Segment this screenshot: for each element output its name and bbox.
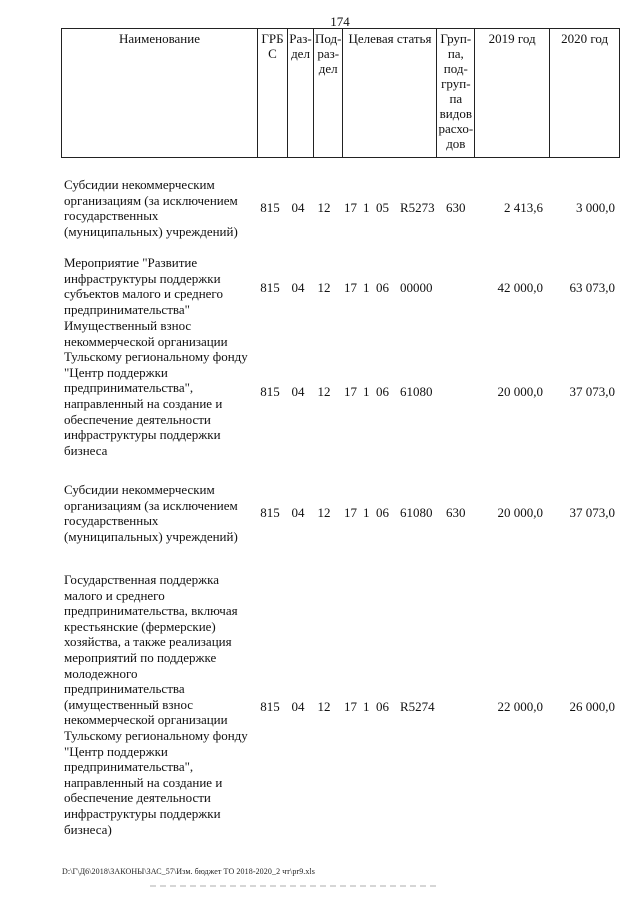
row-2019: 22 000,0 bbox=[497, 699, 543, 714]
row-grbs: 815 bbox=[260, 280, 280, 295]
footer-file-path: D:\Г\Д6\2018\ЗАКОНЫ\ЗАС_57\Изм. бюджет ТО 2018-2020_2 чт\pr9.xls bbox=[62, 867, 316, 876]
row-target-code: 00000 bbox=[400, 280, 433, 295]
row-target-event: 06 bbox=[376, 505, 389, 520]
row-grbs: 815 bbox=[260, 200, 280, 215]
row-podrazdel: 12 bbox=[317, 200, 331, 215]
col-header-group: Груп-па, под-груп-па видов расхо-дов bbox=[437, 29, 475, 158]
row-razdel: 04 bbox=[291, 699, 305, 714]
table-header bbox=[61, 28, 620, 158]
row-target-event: 06 bbox=[376, 280, 389, 295]
row-2020: 37 073,0 bbox=[569, 384, 615, 399]
row-razdel: 04 bbox=[291, 200, 305, 215]
row-name: Имущественный взнос некоммерческой организации Тульскому региональному фонду "Центр поддержки предпринимательства", направленный на создание и обеспечение деятельности инфраструктуры поддержки бизнеса bbox=[64, 318, 248, 458]
row-razdel: 04 bbox=[291, 384, 305, 399]
row-2019: 42 000,0 bbox=[497, 280, 543, 295]
row-target-code: 61080 bbox=[400, 505, 433, 520]
col-header-razdel: Раз-дел bbox=[288, 29, 314, 158]
row-2019: 20 000,0 bbox=[497, 384, 543, 399]
row-2019: 20 000,0 bbox=[497, 505, 543, 520]
row-target-subprogram: 1 bbox=[363, 505, 370, 520]
row-podrazdel: 12 bbox=[317, 505, 331, 520]
row-target-subprogram: 1 bbox=[363, 699, 370, 714]
row-2020: 26 000,0 bbox=[569, 699, 615, 714]
row-target-program: 17 bbox=[344, 505, 357, 520]
row-2019: 2 413,6 bbox=[504, 200, 543, 215]
row-target-code: R5274 bbox=[400, 699, 435, 714]
row-target-event: 05 bbox=[376, 200, 389, 215]
row-podrazdel: 12 bbox=[317, 699, 331, 714]
row-target-code: R5273 bbox=[400, 200, 435, 215]
row-group: 630 bbox=[446, 505, 466, 520]
row-grbs: 815 bbox=[260, 505, 280, 520]
row-podrazdel: 12 bbox=[317, 280, 331, 295]
row-2020: 63 073,0 bbox=[569, 280, 615, 295]
row-grbs: 815 bbox=[260, 384, 280, 399]
row-target-subprogram: 1 bbox=[363, 384, 370, 399]
row-grbs: 815 bbox=[260, 699, 280, 714]
col-header-target: Целевая статья bbox=[343, 29, 437, 158]
row-2020: 37 073,0 bbox=[569, 505, 615, 520]
row-target-event: 06 bbox=[376, 699, 389, 714]
row-target-program: 17 bbox=[344, 384, 357, 399]
scan-artifact bbox=[150, 885, 440, 887]
row-target-code: 61080 bbox=[400, 384, 433, 399]
row-razdel: 04 bbox=[291, 280, 305, 295]
row-razdel: 04 bbox=[291, 505, 305, 520]
col-header-podrazdel: Под-раз-дел bbox=[314, 29, 343, 158]
row-target-event: 06 bbox=[376, 384, 389, 399]
col-header-2019: 2019 год bbox=[475, 29, 550, 158]
row-target-subprogram: 1 bbox=[363, 280, 370, 295]
row-group: 630 bbox=[446, 200, 466, 215]
row-target-subprogram: 1 bbox=[363, 200, 370, 215]
row-name: Мероприятие "Развитие инфраструктуры поддержки субъектов малого и среднего предпринимательства" bbox=[64, 255, 223, 317]
col-header-name: Наименование bbox=[62, 29, 258, 158]
page-number: 174 bbox=[330, 14, 350, 29]
row-name: Субсидии некоммерческим организациям (за исключением государственных (муниципальных) учреждений) bbox=[64, 482, 238, 544]
row-podrazdel: 12 bbox=[317, 384, 331, 399]
row-name: Субсидии некоммерческим организациям (за исключением государственных (муниципальных) учреждений) bbox=[64, 177, 238, 239]
row-target-program: 17 bbox=[344, 280, 357, 295]
col-header-grbs: ГРБ С bbox=[258, 29, 288, 158]
row-target-program: 17 bbox=[344, 699, 357, 714]
row-2020: 3 000,0 bbox=[576, 200, 615, 215]
row-target-program: 17 bbox=[344, 200, 357, 215]
row-name: Государственная поддержка малого и среднего предпринимательства, включая крестьянские (фермерские) хозяйства, а также реализация мероприятий по поддержке молодежного предпринимательства (имущественный взнос некоммерческой организации Тульскому региональному фонду "Центр поддержки предпринимательства", направленный на создание и обеспечение деятельности инфраструктуры поддержки бизнеса) bbox=[64, 572, 248, 837]
col-header-2020: 2020 год bbox=[550, 29, 620, 158]
